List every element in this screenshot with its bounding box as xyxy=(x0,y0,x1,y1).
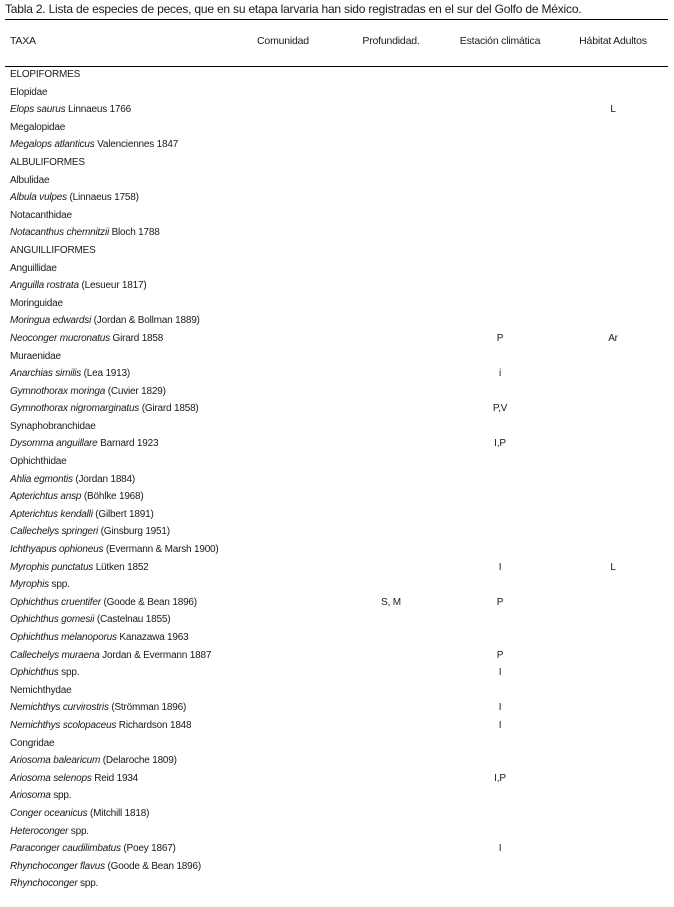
table-row xyxy=(0,84,674,102)
table-row xyxy=(0,875,674,893)
taxon-name xyxy=(10,101,131,119)
taxon-authority: Valenciennes 1847 xyxy=(94,139,179,151)
table-row xyxy=(0,400,674,418)
taxon-group: Albulidae xyxy=(10,174,50,186)
taxon-name xyxy=(10,330,163,348)
taxon-name xyxy=(10,119,65,137)
taxon-name xyxy=(10,189,139,207)
species-name: Ophichthus melanoporus xyxy=(10,632,117,643)
taxon-name xyxy=(10,576,70,594)
column-header-comunidad: Comunidad xyxy=(257,35,309,47)
species-name: Paraconger caudilimbatus xyxy=(10,843,121,855)
taxon-name xyxy=(10,735,54,753)
column-header-taxa: TAXA xyxy=(10,35,36,47)
taxon-name xyxy=(10,787,71,805)
taxon-name xyxy=(10,84,47,102)
table-row xyxy=(0,365,674,383)
taxon-name xyxy=(10,805,149,823)
taxon-group: Anguillidae xyxy=(10,262,57,274)
table-row xyxy=(0,224,674,242)
taxon-name xyxy=(10,559,149,577)
table-row xyxy=(0,136,674,154)
species-name: Rhynchoconger xyxy=(10,878,78,890)
taxon-group: Synaphobranchidae xyxy=(10,420,96,432)
cell-habitat: L xyxy=(610,561,616,573)
cell-estacion: I xyxy=(498,561,502,573)
table-row xyxy=(0,717,674,735)
table-row xyxy=(0,594,674,612)
taxon-name xyxy=(10,224,160,242)
table-row xyxy=(0,523,674,541)
taxon-name xyxy=(10,840,176,858)
species-name: Ahlia egmontis xyxy=(10,473,73,485)
cell-habitat: Ar xyxy=(608,332,618,344)
cell-estacion: P,V xyxy=(492,403,508,415)
taxon-authority: Lütken 1852 xyxy=(93,561,149,573)
table-row xyxy=(0,101,674,119)
table-row xyxy=(0,189,674,207)
taxon-name xyxy=(10,207,72,225)
column-header-estacion: Estación climática xyxy=(459,35,541,47)
table-row xyxy=(0,383,674,401)
taxon-authority: (Goode & Bean 1896) xyxy=(104,860,202,872)
column-header-profundidad: Profundidad. xyxy=(362,35,420,47)
table-row xyxy=(0,488,674,506)
taxon-name xyxy=(10,611,170,629)
taxon-group: Elopidae xyxy=(10,86,48,98)
species-name: Ophichthus xyxy=(10,667,59,679)
taxon-name xyxy=(10,348,61,366)
species-name: Myrophis punctatus xyxy=(10,561,94,573)
table-row xyxy=(0,154,674,172)
species-name: Heteroconger xyxy=(10,825,69,837)
taxon-name xyxy=(10,770,138,788)
taxon-authority: spp. xyxy=(50,790,72,802)
taxon-authority: Reid 1934 xyxy=(91,772,139,784)
cell-estacion: i xyxy=(498,368,502,380)
table-caption: Tabla 2. Lista de especies de peces, que en su etapa larvaria han sido registradas en el sur del Golfo de México. xyxy=(5,2,582,16)
taxon-name xyxy=(10,541,219,559)
table-row xyxy=(0,207,674,225)
species-name: Dysomma anguillare xyxy=(10,438,98,450)
taxon-authority: (Jordan 1884) xyxy=(72,473,136,485)
table-row xyxy=(0,435,674,453)
taxon-group: Muraenidae xyxy=(10,350,61,362)
taxon-authority: spp. xyxy=(68,825,89,837)
taxon-authority: (Cuvier 1829) xyxy=(105,385,166,397)
table-row xyxy=(0,699,674,717)
taxon-group: ANGUILLIFORMES xyxy=(10,244,96,256)
taxon-authority: spp. xyxy=(48,579,70,591)
table-row xyxy=(0,330,674,348)
taxon-authority: (Lea 1913) xyxy=(81,368,131,380)
cell-estacion: I xyxy=(498,719,502,731)
taxon-name xyxy=(10,66,80,84)
column-header-habitat: Hábitat Adultos xyxy=(579,35,647,47)
species-name: Neoconger mucronatus xyxy=(10,332,110,344)
taxon-authority: (Poey 1867) xyxy=(120,843,176,855)
table-row xyxy=(0,260,674,278)
taxon-authority: spp. xyxy=(77,878,99,890)
species-name: Anarchias similis xyxy=(10,368,82,380)
species-name: Megalops atlanticus xyxy=(10,139,95,151)
table-row xyxy=(0,647,674,665)
taxon-name xyxy=(10,418,96,436)
table-row xyxy=(0,823,674,841)
table-row xyxy=(0,418,674,436)
table-row xyxy=(0,735,674,753)
species-name: Ariosoma xyxy=(10,790,51,802)
taxon-name xyxy=(10,136,178,154)
taxon-authority: spp. xyxy=(58,667,80,679)
taxon-name xyxy=(10,383,166,401)
species-name: Conger oceanicus xyxy=(10,807,88,819)
table-row xyxy=(0,629,674,647)
taxon-name xyxy=(10,875,98,893)
table-row xyxy=(0,664,674,682)
cell-estacion: I,P xyxy=(494,438,506,450)
table-row xyxy=(0,576,674,594)
table-row xyxy=(0,471,674,489)
taxon-name xyxy=(10,400,199,418)
cell-estacion: I,P xyxy=(494,772,506,784)
species-name: Apterichtus ansp xyxy=(10,491,82,503)
table-row xyxy=(0,172,674,190)
taxon-authority: Girard 1858 xyxy=(109,332,164,344)
taxon-authority: (Linnaeus 1758) xyxy=(66,192,139,204)
taxon-authority: (Jordan & Bollman 1889) xyxy=(91,315,200,327)
taxon-name xyxy=(10,277,146,295)
cell-profundidad: S, M xyxy=(381,596,401,608)
taxon-group: Congridae xyxy=(10,737,55,749)
cell-estacion: I xyxy=(498,843,502,855)
species-name: Myrophis xyxy=(10,579,49,591)
taxon-name xyxy=(10,471,135,489)
taxon-name xyxy=(10,699,186,717)
species-name: Ichthyapus ophioneus xyxy=(10,544,104,556)
taxon-name xyxy=(10,154,85,172)
table-row xyxy=(0,277,674,295)
taxon-group: Ophichthidae xyxy=(10,456,67,468)
table-row xyxy=(0,66,674,84)
cell-habitat: L xyxy=(610,104,616,116)
taxon-authority: (Goode & Bean 1896) xyxy=(100,596,197,608)
species-name: Nemichthys scolopaceus xyxy=(10,719,117,731)
taxon-name xyxy=(10,647,211,665)
taxon-name xyxy=(10,506,154,524)
species-name: Ophichthus cruentifer xyxy=(10,596,101,608)
taxon-authority: Barnard 1923 xyxy=(97,438,159,450)
species-name: Ariosoma balearicum xyxy=(10,755,101,767)
taxon-name xyxy=(10,594,197,612)
taxon-name xyxy=(10,629,188,647)
taxon-authority: (Böhlke 1968) xyxy=(81,491,144,503)
taxon-authority: (Ginsburg 1951) xyxy=(98,526,170,538)
species-name: Nemichthys curvirostris xyxy=(10,702,109,714)
taxon-group: Moringuidae xyxy=(10,297,63,309)
taxon-group: Nemichthydae xyxy=(10,684,72,696)
species-name: Gymnothorax nigromarginatus xyxy=(10,403,140,415)
cell-estacion: P xyxy=(496,332,504,344)
taxon-authority: (Castelnau 1855) xyxy=(94,614,171,626)
table-row xyxy=(0,682,674,700)
taxon-authority: (Strömman 1896) xyxy=(108,702,187,714)
taxon-authority: (Mitchill 1818) xyxy=(87,807,150,819)
table-row xyxy=(0,858,674,876)
taxon-group: Notacanthidae xyxy=(10,209,72,221)
taxon-group: ALBULIFORMES xyxy=(10,156,85,168)
table-row xyxy=(0,119,674,137)
taxon-authority: (Delaroche 1809) xyxy=(100,755,177,767)
table-body xyxy=(0,66,674,893)
cell-estacion: I xyxy=(498,667,502,679)
taxon-authority: Linnaeus 1766 xyxy=(65,104,132,116)
taxon-authority: Bloch 1788 xyxy=(108,227,160,239)
taxon-name xyxy=(10,717,191,735)
cell-estacion: I xyxy=(498,702,502,714)
taxon-name xyxy=(10,523,170,541)
species-name: Notacanthus chemnitzii xyxy=(10,227,109,239)
species-name: Ariosoma selenops xyxy=(10,772,92,784)
taxon-name xyxy=(10,242,96,260)
table-row xyxy=(0,840,674,858)
species-name: Callechelys muraena xyxy=(10,649,100,661)
table-row xyxy=(0,348,674,366)
taxon-authority: (Evermann & Marsh 1900) xyxy=(103,544,219,556)
table-row xyxy=(0,312,674,330)
species-name: Anguilla rostrata xyxy=(10,280,79,292)
species-name: Gymnothorax moringa xyxy=(10,385,106,397)
taxon-group: Megalopidae xyxy=(10,121,66,133)
cell-estacion: P xyxy=(496,596,504,608)
species-name: Albula vulpes xyxy=(10,192,67,204)
taxon-authority: Kanazawa 1963 xyxy=(116,632,189,643)
species-name: Ophichthus gomesii xyxy=(10,614,95,626)
cell-estacion: P xyxy=(496,649,504,661)
table-row xyxy=(0,506,674,524)
taxon-name xyxy=(10,453,67,471)
species-name: Moringua edwardsi xyxy=(10,315,92,327)
table-row xyxy=(0,242,674,260)
table-row xyxy=(0,752,674,770)
table-row xyxy=(0,770,674,788)
taxon-name xyxy=(10,664,79,682)
taxon-name xyxy=(10,295,63,313)
table-row xyxy=(0,787,674,805)
taxon-name xyxy=(10,260,57,278)
taxon-name xyxy=(10,172,49,190)
table-top-rule xyxy=(5,19,668,20)
taxon-authority: (Gilbert 1891) xyxy=(92,508,154,520)
taxon-name xyxy=(10,752,177,770)
taxon-group: ELOPIFORMES xyxy=(10,69,81,80)
taxon-name xyxy=(10,682,72,700)
species-name: Callechelys springeri xyxy=(10,526,99,538)
table-row xyxy=(0,559,674,577)
taxon-authority: Richardson 1848 xyxy=(116,719,192,731)
taxon-name xyxy=(10,312,200,330)
taxon-name xyxy=(10,823,89,841)
table-row xyxy=(0,611,674,629)
taxon-name xyxy=(10,488,144,506)
taxon-name xyxy=(10,365,130,383)
table-row xyxy=(0,805,674,823)
table-row xyxy=(0,295,674,313)
table-row xyxy=(0,541,674,559)
taxon-name xyxy=(10,435,158,453)
taxon-authority: Jordan & Evermann 1887 xyxy=(99,649,212,661)
taxon-authority: (Lesueur 1817) xyxy=(78,280,147,292)
taxon-authority: (Girard 1858) xyxy=(139,403,199,415)
species-name: Rhynchoconger flavus xyxy=(10,860,105,872)
table-row xyxy=(0,453,674,471)
taxon-name xyxy=(10,858,201,876)
species-name: Elops saurus xyxy=(10,104,66,116)
species-name: Apterichtus kendalli xyxy=(10,508,93,520)
